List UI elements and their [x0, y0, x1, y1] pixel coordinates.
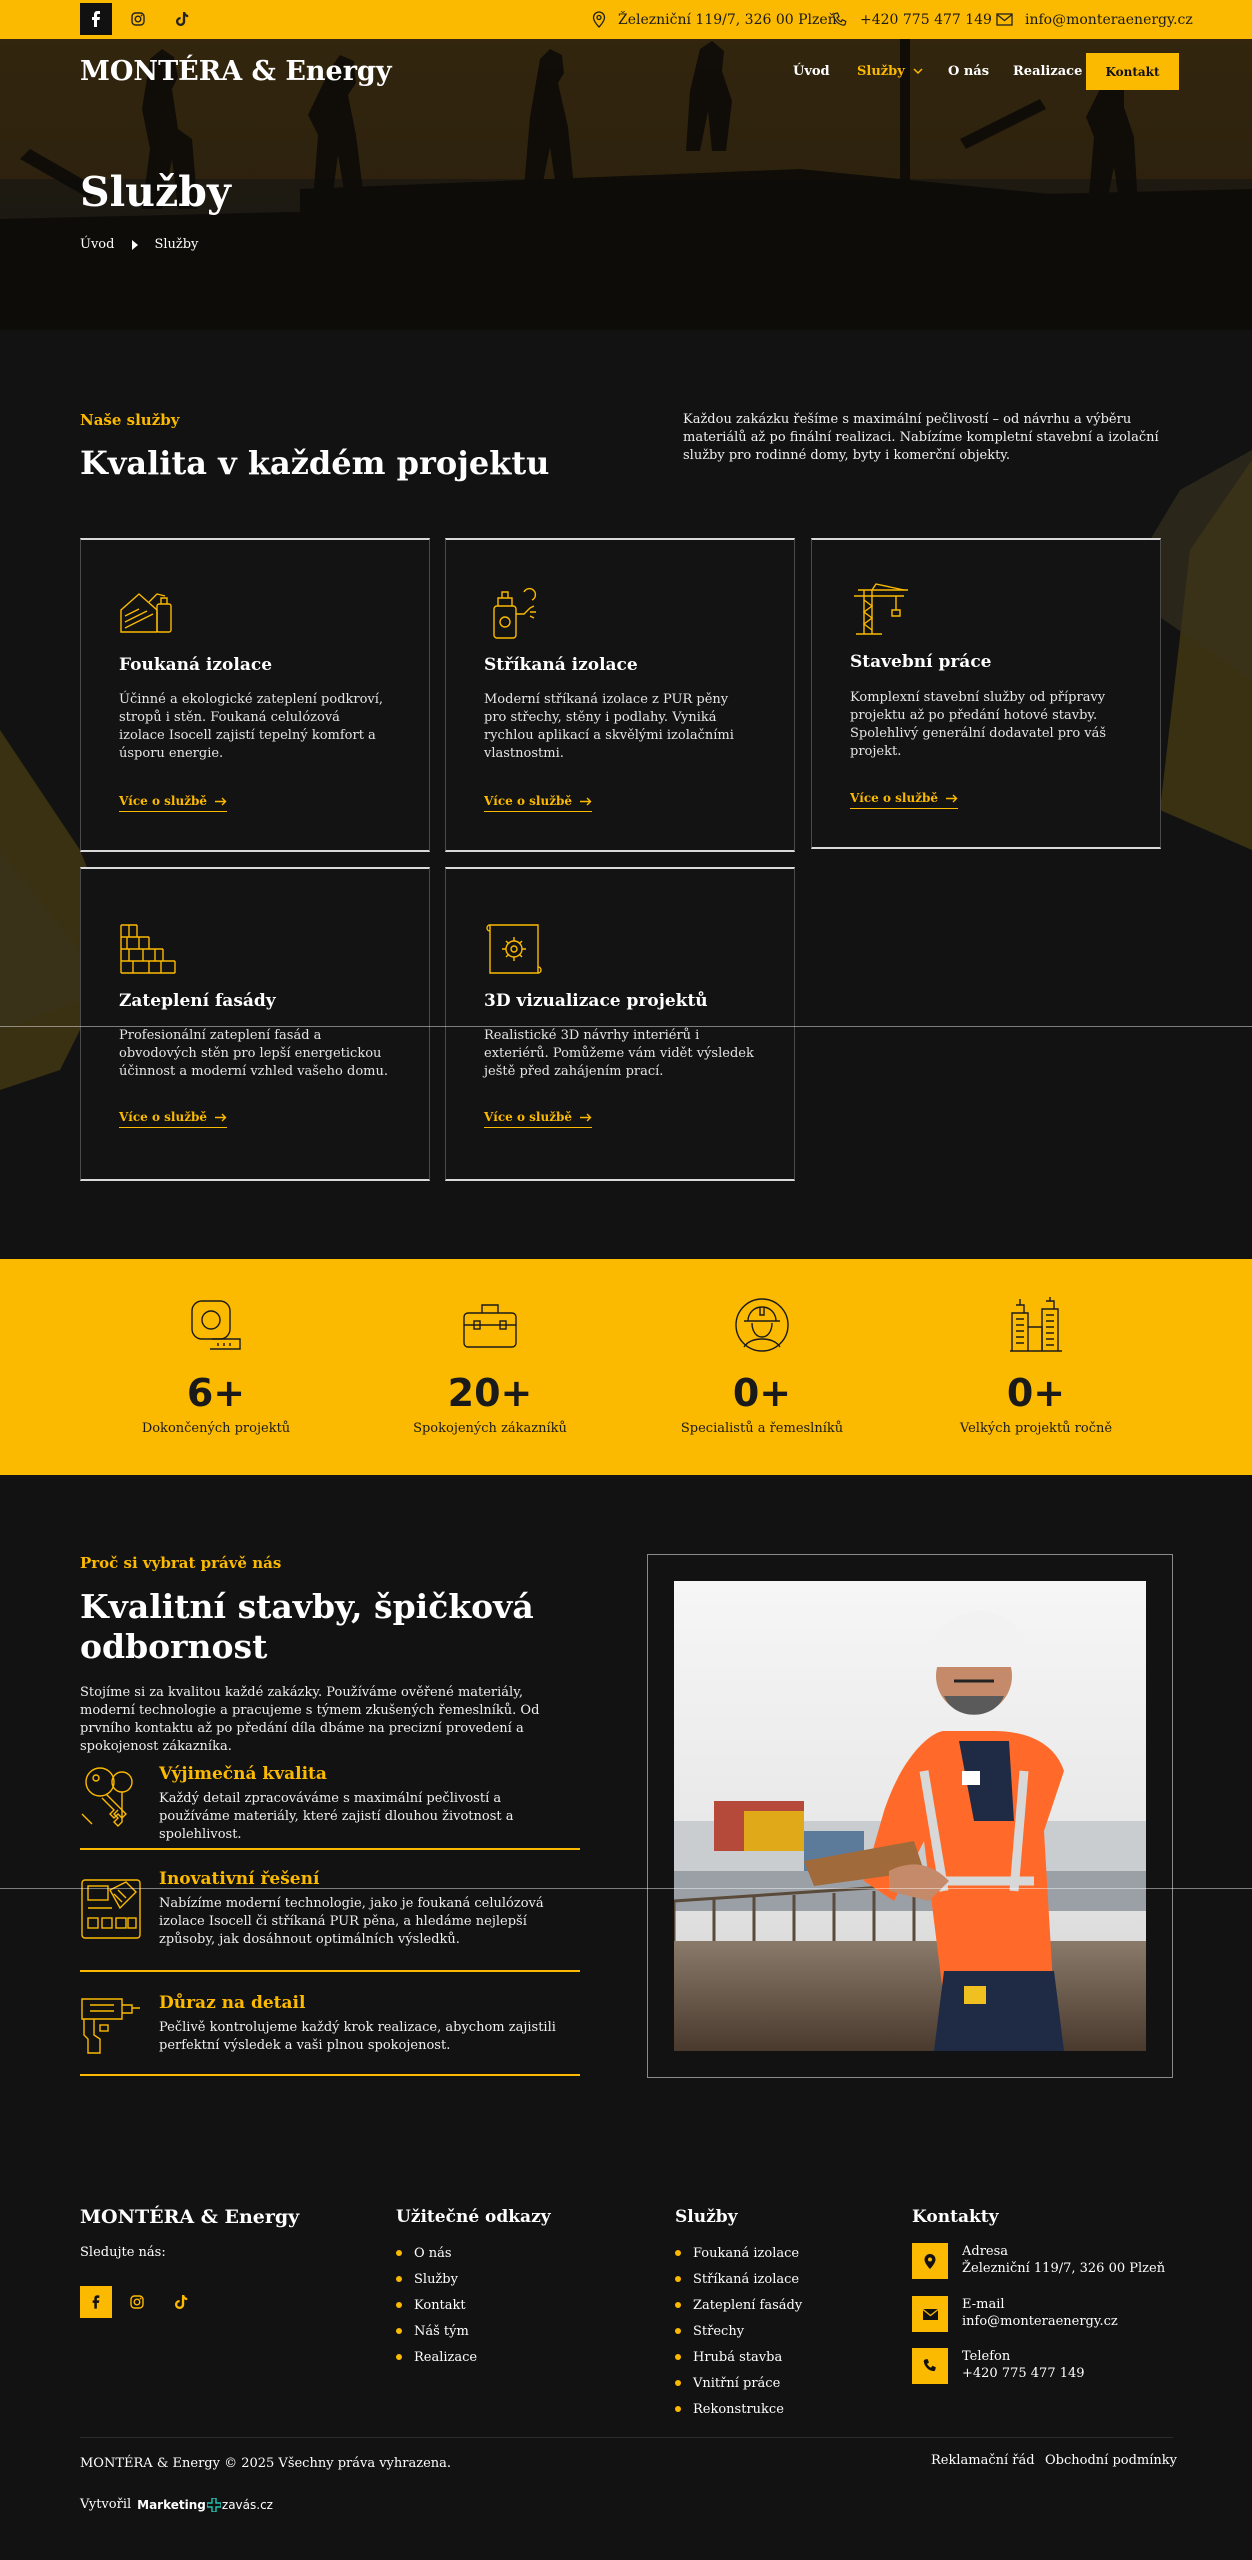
footer-link-label: Realizace — [414, 2349, 478, 2365]
service-card-zatepleni-fasady[interactable] — [80, 867, 430, 1181]
contact-label: Adresa — [962, 2244, 1009, 2259]
caret-right-icon — [132, 240, 138, 250]
card-text: Účinné a ekologické zateplení podkroví, stropů i stěn. Foukaná celulózová izolace Isocell zajistí tepelný komfort a úsporu energie. — [119, 692, 384, 761]
arrow-right-icon — [215, 1113, 227, 1122]
stat-value: 0+ — [732, 1371, 792, 1415]
footer-contacts-title: Kontakty — [912, 2207, 999, 2227]
more-link[interactable] — [484, 794, 592, 812]
spray-foam-icon — [484, 584, 542, 640]
divider-line — [0, 1888, 1252, 1889]
tiktok-icon[interactable] — [166, 3, 198, 35]
instagram-icon[interactable] — [122, 3, 154, 35]
card-text: Moderní stříkaná izolace z PUR pěny pro střechy, stěny i podlahy. Vyniká rychlou aplikací a skvělými izolačními vlastnostmi. — [484, 692, 734, 761]
footer-service-link[interactable] — [675, 2318, 802, 2344]
chevron-down-icon — [913, 68, 923, 75]
brick-wall-icon — [119, 921, 177, 975]
top-bar — [0, 0, 1252, 39]
contact-value: +420 775 477 149 — [962, 2366, 1085, 2381]
contact-value: Železniční 119/7, 326 00 Plzeň — [962, 2261, 1166, 2276]
footer-service-link[interactable] — [675, 2344, 802, 2370]
breadcrumb — [80, 237, 198, 252]
footer-links-title: Užitečné odkazy — [396, 2207, 551, 2227]
stat-value: 6+ — [186, 1371, 246, 1415]
copyright: MONTÉRA & Energy © 2025 Všechny práva vyhrazena. — [80, 2456, 452, 2471]
envelope-icon — [922, 2308, 939, 2321]
card-text: Profesionální zateplení fasád a obvodových stěn pro lepší energetickou účinnost a moderní vzhled vašeho domu. — [119, 1028, 388, 1079]
facebook-icon[interactable] — [80, 3, 112, 35]
card-title: Foukaná izolace — [119, 655, 273, 675]
created-by — [80, 2497, 273, 2512]
more-link[interactable] — [484, 1110, 592, 1128]
worker-photo — [674, 1581, 1146, 2051]
footer-links-list — [396, 2240, 477, 2370]
arrow-right-icon — [946, 794, 958, 803]
footer-legal-complaints[interactable]: Reklamační řád — [931, 2453, 1035, 2468]
map-pin-icon — [923, 2253, 937, 2270]
contact-label: Telefon — [962, 2349, 1011, 2364]
power-drill-icon — [80, 1991, 142, 2057]
card-text: Komplexní stavební služby od přípravy projektu až po předání hotové stavby. Spolehlivý generální dodavatel pro váš projekt. — [850, 690, 1107, 759]
footer-facebook-icon[interactable] — [80, 2286, 112, 2318]
agency-mark-icon — [207, 2498, 221, 2512]
footer-legal-terms[interactable]: Obchodní podmínky — [1045, 2453, 1177, 2468]
card-title: 3D vizualizace projektů — [484, 991, 708, 1011]
toolbox-icon — [462, 1297, 518, 1353]
why-title-line1: Kvalitní stavby, špičková — [80, 1587, 534, 1626]
footer-link-label: Zateplení fasády — [693, 2297, 803, 2313]
nav-item-sluzby[interactable] — [857, 64, 923, 79]
footer-logo[interactable]: MONTÉRA & Energy — [80, 2206, 300, 2228]
breadcrumb-current: Služby — [154, 237, 199, 252]
tape-measure-icon — [188, 1297, 244, 1353]
site-logo[interactable]: MONTÉRA & Energy — [80, 56, 392, 87]
feature-innovation — [80, 1869, 580, 1973]
footer-service-link[interactable] — [675, 2370, 802, 2396]
more-link-label: Více o službě — [119, 794, 208, 808]
card-title: Stříkaná izolace — [484, 655, 638, 675]
skyscrapers-icon — [1008, 1297, 1064, 1353]
topbar-email[interactable] — [996, 0, 1193, 39]
photo-frame — [647, 1554, 1173, 2078]
blueprint-icon — [484, 921, 542, 977]
footer-service-link[interactable] — [675, 2240, 802, 2266]
breadcrumb-home[interactable]: Úvod — [80, 237, 115, 252]
footer-divider — [80, 2437, 1173, 2438]
service-card-stavebni-prace[interactable] — [811, 538, 1161, 849]
footer-service-link[interactable] — [675, 2396, 802, 2422]
more-link[interactable] — [119, 794, 227, 812]
nav-item-realizace[interactable]: Realizace — [1013, 64, 1083, 79]
divider-line — [0, 1026, 1252, 1027]
more-link-label: Více o službě — [850, 791, 939, 805]
services-title: Kvalita v každém projektu — [80, 444, 550, 482]
footer-link[interactable] — [396, 2292, 477, 2318]
services-eyebrow: Naše služby — [80, 411, 180, 429]
footer-contact-email[interactable] — [912, 2296, 1118, 2332]
services-intro: Každou zakázku řešíme s maximální pečlivostí – od návrhu a výběru materiálů až po finální realizaci. Nabízíme kompletní stavební a izolační služby pro rodinné domy, byty i komerční objekty. — [683, 412, 1159, 463]
contact-label: E-mail — [962, 2297, 1005, 2312]
feature-text: Pečlivě kontrolujeme každý krok realizace, abychom zajistili perfektní výsledek a vaši plnou spokojenost. — [159, 2020, 556, 2053]
more-link-label: Více o službě — [484, 794, 573, 808]
footer-link-label: Vnitřní práce — [693, 2375, 781, 2391]
card-title: Zateplení fasády — [119, 991, 276, 1011]
keys-icon — [80, 1764, 142, 1828]
footer-link[interactable] — [396, 2240, 477, 2266]
follow-label: Sledujte nás: — [80, 2245, 166, 2260]
feature-underline — [80, 1970, 580, 1972]
stat-value: 20+ — [447, 1371, 533, 1415]
more-link[interactable] — [119, 1110, 227, 1128]
footer-link-label: Stříkaná izolace — [693, 2271, 800, 2287]
contact-value: info@monteraenergy.cz — [962, 2314, 1118, 2329]
service-card-strikana-izolace[interactable] — [445, 538, 795, 852]
footer-link[interactable] — [396, 2344, 477, 2370]
feature-title: Inovativní řešení — [159, 1869, 320, 1889]
card-text: Realistické 3D návrhy interiérů i exteriérů. Pomůžeme vám vidět výsledek ještě před zahájením prací. — [484, 1028, 754, 1079]
why-title — [80, 1587, 534, 1667]
insulation-blower-icon — [119, 584, 177, 636]
created-by-label: Vytvořil — [80, 2497, 132, 2512]
footer-service-link[interactable] — [675, 2292, 802, 2318]
footer-link-label: Kontakt — [414, 2297, 466, 2313]
nav-item-sluzby-label: Služby — [857, 64, 905, 79]
footer-link-label: Střechy — [693, 2323, 745, 2339]
footer-tiktok-icon[interactable] — [175, 2294, 188, 2313]
service-card-foukana-izolace[interactable] — [80, 538, 430, 852]
footer-contact-phone[interactable] — [912, 2348, 1085, 2384]
nav-item-o-nas[interactable]: O nás — [948, 64, 990, 79]
nav-item-uvod[interactable]: Úvod — [793, 64, 830, 79]
stat-label: Specialistů a řemeslníků — [680, 1421, 844, 1436]
worker-helmet-icon — [734, 1297, 790, 1353]
card-title: Stavební práce — [850, 652, 992, 672]
arrow-right-icon — [580, 797, 592, 806]
agency-name-2: zavás.cz — [221, 2497, 273, 2512]
service-card-3d-vizualizace[interactable] — [445, 867, 795, 1181]
more-link-label: Více o službě — [484, 1110, 573, 1124]
topbar-address-text: Železniční 119/7, 326 00 Plzeň — [618, 11, 837, 28]
phone-icon — [922, 2358, 938, 2374]
footer-contact-address — [912, 2243, 1165, 2279]
crane-icon — [850, 582, 908, 636]
footer-link-label: Rekonstrukce — [693, 2401, 784, 2417]
footer-services-title: Služby — [675, 2207, 738, 2227]
feature-text: Nabízíme moderní technologie, jako je foukaná celulózová izolace Isocell či stříkaná PUR pěna, a hledáme nejlepší způsoby, jak dosáhnout optimálních výsledků. — [159, 1896, 544, 1947]
feature-detail — [80, 1993, 580, 2077]
phone-icon — [832, 12, 848, 28]
agency-name-1: Marketing — [137, 2497, 206, 2512]
footer-service-link[interactable] — [675, 2266, 802, 2292]
stat-label: Velkých projektů ročně — [959, 1421, 1113, 1436]
footer-instagram-icon[interactable] — [130, 2294, 144, 2313]
footer-link-label: Služby — [414, 2271, 458, 2287]
contact-button[interactable]: Kontakt — [1086, 53, 1179, 90]
feature-underline — [80, 1848, 580, 1850]
footer-link-label: Foukaná izolace — [693, 2245, 800, 2261]
arrow-right-icon — [580, 1113, 592, 1122]
envelope-icon — [996, 13, 1013, 26]
footer-link-label: O nás — [414, 2245, 452, 2261]
footer-link-label: Hrubá stavba — [693, 2349, 783, 2365]
stat-label: Dokončených projektů — [141, 1421, 291, 1436]
topbar-phone[interactable] — [832, 0, 992, 39]
agency-logo[interactable] — [137, 2498, 273, 2512]
why-eyebrow: Proč si vybrat právě nás — [80, 1554, 282, 1572]
stat-value: 0+ — [1006, 1371, 1066, 1415]
footer-link[interactable] — [396, 2266, 477, 2292]
feature-underline — [80, 2074, 580, 2076]
stats-band — [0, 1259, 1252, 1475]
feature-title: Výjimečná kvalita — [159, 1764, 327, 1784]
feature-title: Důraz na detail — [159, 1993, 306, 2013]
footer-link-label: Náš tým — [414, 2323, 469, 2339]
topbar-address — [592, 0, 837, 39]
footer-services-list — [675, 2240, 802, 2422]
map-pin-icon — [592, 11, 606, 28]
topbar-email-text: info@monteraenergy.cz — [1025, 11, 1193, 28]
arrow-right-icon — [215, 797, 227, 806]
stat-label: Spokojených zákazníků — [413, 1421, 567, 1436]
why-intro: Stojíme si za kvalitou každé zakázky. Používáme ověřené materiály, moderní technologie a pracujeme s týmem zkušených řemeslníků. Od prvního kontaktu až po předání díla dbáme na precizní provedení a spokojenost zákazníka. — [80, 1685, 540, 1754]
feature-text: Každý detail zpracováváme s maximální pečlivostí a používáme materiály, které zajistí dlouhou životnost a spolehlivost. — [159, 1791, 514, 1842]
hero — [0, 39, 1252, 330]
more-link-label: Více o službě — [119, 1110, 208, 1124]
topbar-phone-text: +420 775 477 149 — [860, 11, 992, 28]
page-title: Služby — [80, 168, 231, 216]
calculator-icon — [80, 1876, 142, 1942]
why-title-line2: odbornost — [80, 1627, 268, 1666]
more-link[interactable] — [850, 791, 958, 809]
feature-quality — [80, 1764, 580, 1854]
footer-link[interactable] — [396, 2318, 477, 2344]
